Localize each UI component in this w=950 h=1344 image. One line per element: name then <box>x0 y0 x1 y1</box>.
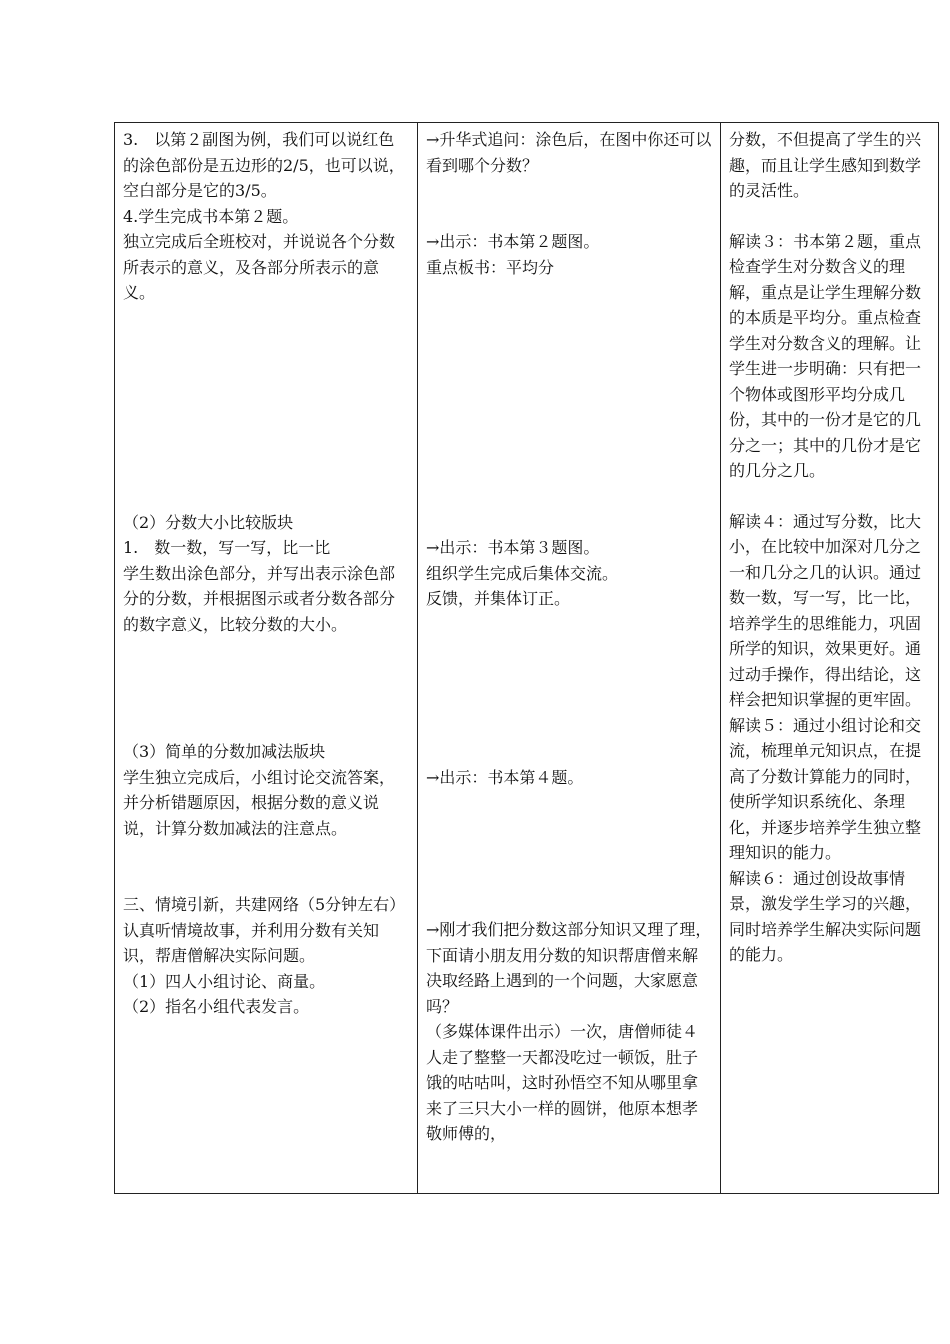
paragraph: 解读４：通过写分数，比大小，在比较中加深对几分之一和几分之几的认识。通过数一数，写一写，比一比，培养学生的思维能力，巩固所学的知识，效果更好。通过动手操作，得出结论，这样会把知识掌握的更牢固。 <box>729 511 922 709</box>
lesson-plan-table <box>114 122 939 1194</box>
paragraph: 学生数出涂色部分，并写出表示涂色部分的分数，并根据图示或者分数各部分的数字意义，比较分数的大小。 <box>123 563 396 634</box>
table-row <box>115 123 939 1194</box>
paragraph: 认真听情境故事，并利用分数有关知识，帮唐僧解决实际问题。 <box>123 920 380 965</box>
paragraph: 解读５：通过小组讨论和交流，梳理单元知识点，在提高了分数计算能力的同时，使所学知识系统化、条理化，并逐步培养学生独立整理知识的能力。 <box>729 715 922 862</box>
paragraph: 重点板书：平均分 <box>426 257 555 277</box>
paragraph: 4.学生完成书本第２题。 <box>123 206 299 226</box>
paragraph: 解读３：书本第２题，重点检查学生对分数含义的理解，重点是让学生理解分数的本质是平均分。重点检查学生对分数含义的理解。让学生进一步明确：只有把一个物体或图形平均分成几份，其中的一份才是它的几分之一；其中的几份才是它的几分之几。 <box>729 231 922 480</box>
paragraph: （多媒体课件出示）一次，唐僧师徒４人走了整整一天都没吃过一顿饭，肚子饿的咕咕叫，这时孙悟空不知从哪里拿来了三只大小一样的圆饼，他原本想孝敬师傅的， <box>426 1022 699 1143</box>
paragraph: →刚才我们把分数这部分知识又理了理，下面请小朋友用分数的知识帮唐僧来解决取经路上遇到的一个问题，大家愿意吗？ <box>426 920 712 1016</box>
interpretation-column <box>721 123 939 1194</box>
paragraph: 3. 以第２副图为例，我们可以说红色的涂色部份是五边形的2/5，也可以说，空白部分是它的3/5。 <box>123 130 405 200</box>
section-heading: 三、情境引新，共建网络（5分钟左右） <box>123 895 406 914</box>
paragraph: 解读６：通过创设故事情景，激发学生学习的兴趣，同时培养学生解决实际问题的能力。 <box>729 868 922 964</box>
paragraph: →升华式追问：涂色后，在图中你还可以看到哪个分数？ <box>426 130 712 175</box>
paragraph: →出示：书本第３题图。 <box>426 538 600 557</box>
list-item: （2）指名小组代表发言。 <box>123 997 310 1016</box>
teacher-activity-column <box>418 123 721 1194</box>
section-heading: （2）分数大小比较版块 <box>123 512 294 532</box>
paragraph: 学生独立完成后，小组讨论交流答案，并分析错题原因，根据分数的意义说说，计算分数加减法的注意点。 <box>123 767 396 838</box>
paragraph: 反馈，并集体订正。 <box>426 589 571 608</box>
paragraph: 分数，不但提高了学生的兴趣，而且让学生感知到数学的灵活性。 <box>729 130 922 200</box>
list-item: （1）四人小组讨论、商量。 <box>123 971 326 991</box>
paragraph: 独立完成后全班校对，并说说各个分数所表示的意义，及各部分所表示的意义。 <box>123 232 396 302</box>
paragraph: 1. 数一数，写一写，比一比 <box>123 538 331 557</box>
paragraph: →出示：书本第２题图。 <box>426 232 600 251</box>
paragraph: →出示：书本第４题。 <box>426 767 584 787</box>
paragraph: 组织学生完成后集体交流。 <box>426 563 619 583</box>
section-heading: （3）简单的分数加减法版块 <box>123 742 326 761</box>
student-activity-column <box>115 123 418 1194</box>
